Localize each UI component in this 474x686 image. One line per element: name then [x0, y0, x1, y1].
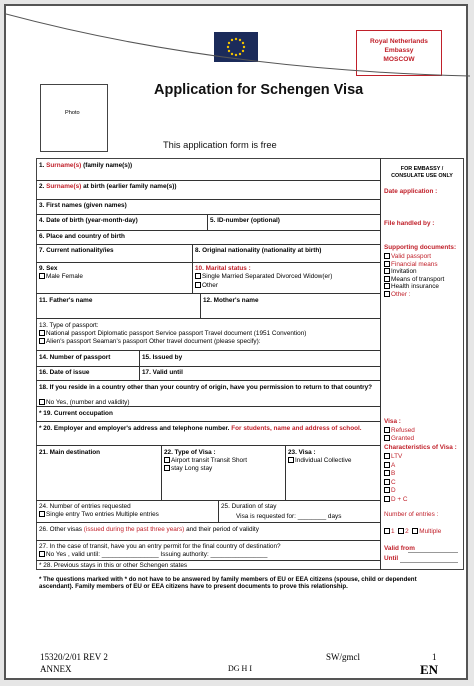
footer-sw: SW/gmcl — [326, 652, 360, 662]
field-14-label: 14. Number of passport — [39, 354, 111, 361]
field-15-label: 15. Issued by — [142, 354, 183, 361]
office-visa-list — [384, 427, 415, 442]
field-9-label: 9. Sex — [39, 265, 58, 272]
field-18-label: 18. If you reside in a country other than your country of origin, have you permission to return to that country? — [39, 384, 373, 391]
field-9-options[interactable]: Male Female — [39, 273, 83, 281]
office-char-list — [384, 453, 408, 504]
doc-item[interactable]: Invitation — [384, 268, 444, 276]
visa-status-item[interactable]: Refused — [384, 427, 415, 435]
office-entries-options[interactable]: 1 2 Multiple — [384, 528, 441, 536]
char-item[interactable]: LTV — [384, 453, 408, 462]
office-visa: Visa : — [384, 418, 401, 425]
field-13-options-2[interactable]: Alien's passport Seaman's passport Other travel document (please specify): — [39, 338, 261, 346]
footnote: * The questions marked with * do not have to be answered by family members of EU or EEA citizens (spouse, child or dependent ascendant). Family members of EU or EEA citizens have to present documents to prove this relationship. — [39, 576, 417, 591]
photo-label: Photo — [65, 110, 80, 116]
footer-code: 15320/2/01 REV 2 — [40, 652, 108, 662]
field-25-label: 25. Duration of stay — [221, 503, 277, 510]
doc-item[interactable]: Other : — [384, 291, 444, 299]
doc-item[interactable]: Means of transport — [384, 276, 444, 284]
field-13-options-1[interactable]: National passport Diplomatic passport Service passport Travel document (1951 Convention) — [39, 330, 306, 338]
field-10-other[interactable]: Other — [195, 282, 218, 290]
field-8-label: 8. Original nationality (nationality at birth) — [195, 247, 322, 254]
field-27-options[interactable]: No Yes , valid until: ________________ Issuing authority: ________________ — [39, 551, 267, 559]
office-characteristics: Characteristics of Visa : — [384, 444, 457, 451]
char-item[interactable]: A — [384, 462, 408, 471]
field-27-label: 27. In the case of transit, have you an entry permit for the final country of destination? — [39, 543, 281, 550]
footer-dg: DG H I — [228, 664, 252, 673]
field-22-options-1[interactable]: Airport transit Transit Short — [164, 457, 247, 465]
footer-page: 1 — [432, 652, 437, 662]
office-date-application: Date application : — [384, 188, 438, 195]
field-16-label: 16. Date of issue — [39, 369, 90, 376]
field-1-label: 1. Surname(s) (family name(s)) — [39, 162, 133, 169]
field-13-label: 13. Type of passport: — [39, 322, 99, 329]
footer-annex: ANNEX — [40, 664, 72, 674]
field-17-label: 17. Valid until — [142, 369, 183, 376]
visa-status-item[interactable]: Granted — [384, 435, 415, 443]
field-23-options[interactable]: Individual Collective — [288, 457, 351, 465]
field-10-label: 10. Marital status : — [195, 265, 251, 272]
doc-item[interactable]: Valid passport — [384, 253, 444, 261]
field-12-label: 12. Mother's name — [203, 297, 259, 304]
field-5-label: 5. ID-number (optional) — [210, 217, 280, 224]
office-supporting-docs: Supporting documents: — [384, 244, 457, 251]
field-4-label: 4. Date of birth (year-month-day) — [39, 217, 138, 224]
field-22-options-2[interactable]: stay Long stay — [164, 465, 212, 473]
office-title: FOR EMBASSY / CONSULATE USE ONLY — [391, 166, 453, 179]
form-title: Application for Schengen Visa — [154, 82, 364, 98]
office-valid-from: Valid from — [384, 545, 415, 552]
field-2-label: 2. Surname(s) at birth (earlier family name(s)) — [39, 183, 177, 190]
field-20-label: * 20. Employer and employer's address and telephone number. For students, name and address of school. — [39, 425, 362, 432]
field-7-label: 7. Current nationality/ies — [39, 247, 114, 254]
visa-application-page — [4, 4, 468, 680]
field-26-label: 26. Other visas (issued during the past three years) and their period of validity — [39, 526, 259, 533]
field-10-options[interactable]: Single Married Separated Divorced Widow(er) — [195, 273, 332, 281]
char-item[interactable]: D + C — [384, 496, 408, 505]
field-19-label: * 19. Current occupation — [39, 410, 113, 417]
field-22-label: 22. Type of Visa : — [164, 449, 216, 456]
embassy-line-3: MOSCOW — [383, 56, 415, 63]
field-28-label: * 28. Previous stays in this or other Schengen states — [39, 562, 188, 569]
field-21-label: 21. Main destination — [39, 449, 101, 456]
footer-lang: EN — [420, 662, 439, 677]
doc-item[interactable]: Financial means — [384, 261, 444, 269]
header-curve — [6, 6, 470, 86]
field-24-label: 24. Number of entries requested — [39, 503, 131, 510]
char-item[interactable]: C — [384, 479, 408, 488]
office-doc-list — [384, 253, 444, 298]
field-6-label: 6. Place and country of birth — [39, 233, 125, 240]
photo-box — [40, 84, 108, 152]
doc-item[interactable]: Health insurance — [384, 283, 444, 291]
field-23-label: 23. Visa : — [288, 449, 316, 456]
free-note: This application form is free — [163, 140, 277, 150]
embassy-line-1: Royal Netherlands — [370, 38, 428, 45]
field-11-label: 11. Father's name — [39, 297, 93, 304]
field-3-label: 3. First names (given names) — [39, 202, 127, 209]
char-item[interactable]: D — [384, 487, 408, 496]
embassy-line-2: Embassy — [384, 47, 414, 54]
field-18-options[interactable]: No Yes, (number and validity) — [39, 399, 129, 407]
office-until: Until — [384, 555, 399, 562]
office-entries: Number of entries : — [384, 511, 439, 518]
office-handled-by: File handled by : — [384, 220, 435, 227]
char-item[interactable]: B — [384, 470, 408, 479]
field-25-sub: Visa is requested for: ________ days — [236, 513, 342, 520]
field-24-options[interactable]: Single entry Two entries Multiple entries — [39, 511, 159, 519]
